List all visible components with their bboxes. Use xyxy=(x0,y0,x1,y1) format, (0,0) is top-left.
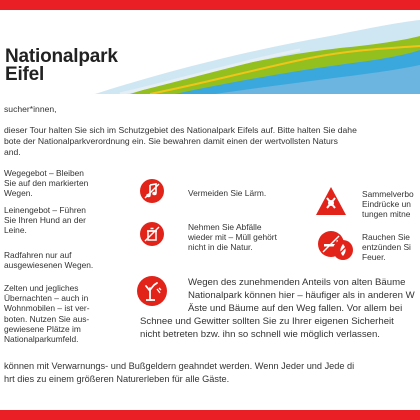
rule-smoking-fire-ban xyxy=(362,232,411,263)
no-gathering-icon xyxy=(315,186,347,221)
rule-text-line: entzünden Si xyxy=(362,242,411,253)
rule-text-line: Rauchen Sie xyxy=(362,232,410,242)
no-fire-icon xyxy=(333,240,353,260)
warning-text-line: Wegen des zunehmenden Anteils von alten Bäume xyxy=(188,277,406,288)
intro-line-2: bote der Nationalparkverordnung ein. Sie bewahren damit einen der wertvollsten Naturs xyxy=(4,136,338,146)
rule-text-line: Leine. xyxy=(4,225,27,236)
rule-text-line: Sammelverbo xyxy=(362,189,414,199)
no-litter-icon xyxy=(140,222,164,246)
tree-warning-text xyxy=(188,276,415,315)
rule-text-line: tungen mitne xyxy=(362,209,411,220)
rule-text-line: boten. Nutzen Sie aus- xyxy=(4,313,90,324)
rule-text-line: Radfahren nur auf xyxy=(4,250,72,260)
falling-tree-warning-icon xyxy=(137,276,167,306)
rule-text-line: Übernachten – auch in xyxy=(4,293,89,304)
intro-line-1: dieser Tour halten Sie sich im Schutzgebiet des Nationalpark Eifels auf. Bitte halten Sie dahe xyxy=(4,125,357,135)
no-music-icon xyxy=(140,179,164,203)
rule-text-line: Wegen. xyxy=(4,188,33,199)
header-banner xyxy=(0,10,420,94)
rule-camping-ban xyxy=(4,283,90,344)
regulations-content xyxy=(0,98,420,410)
warning-text-line: Schnee und Gewitter sollten Sie zu Ihrer eigenen Sicherheit xyxy=(140,316,394,327)
rule-text-line: Leinengebot – Führen xyxy=(4,205,86,215)
warning-text-line: Äste und Bäume auf den Weg fallen. Vor allem bei xyxy=(188,303,403,314)
rule-text-line: Wohnmobilen – ist ver- xyxy=(4,303,90,314)
rule-text-line: Feuer. xyxy=(362,252,386,263)
rule-text-line: wieder mit – Müll gehört xyxy=(188,232,277,243)
brand-name-line1: Nationalpark xyxy=(5,46,118,67)
rule-text-line: Wegegebot – Bleiben xyxy=(4,168,84,178)
rule-text-line: Nehmen Sie Abfälle xyxy=(188,222,262,232)
rule-gathering-ban xyxy=(362,189,414,220)
tree-warning-text-continued xyxy=(140,315,394,341)
rule-text-line: Sie Ihren Hund an der xyxy=(4,215,86,226)
closing-line-1: können mit Verwarnungs- und Bußgeldern geahndet werden. Wenn Jeder und Jede di xyxy=(4,361,355,371)
rule-litter xyxy=(188,222,277,253)
closing-line-2: hrt dies zu einem größeren Naturerleben für alle Gäste. xyxy=(4,374,230,384)
rule-leash-requirement xyxy=(4,205,86,236)
intro-line-3: and. xyxy=(4,147,21,157)
rule-text-line: Zelten und jegliches xyxy=(4,283,79,293)
warning-text-line: Nationalpark können hier – häufiger als in anderen W xyxy=(188,290,415,301)
rule-noise xyxy=(188,188,266,198)
rule-path-requirement xyxy=(4,168,88,199)
rule-text-line: Vermeiden Sie Lärm. xyxy=(188,188,267,198)
rule-text-line: ausgewiesenen Wegen. xyxy=(4,260,94,271)
brand-name-line2: Eifel xyxy=(5,64,45,85)
rule-text-line: nicht in die Natur. xyxy=(188,242,253,253)
rule-cycling xyxy=(4,250,93,270)
rule-text-line: Nationalparkumfeld. xyxy=(4,334,79,345)
information-panel xyxy=(0,10,420,410)
rule-text-line: Sie auf den markierten xyxy=(4,178,89,189)
greeting: sucher*innen, xyxy=(4,104,57,114)
rule-text-line: gewiesene Plätze im xyxy=(4,323,81,334)
warning-text-line: nicht betreten bzw. ihn so schnell wie möglich verlassen. xyxy=(140,329,380,340)
rule-text-line: Eindrücke un xyxy=(362,199,411,210)
